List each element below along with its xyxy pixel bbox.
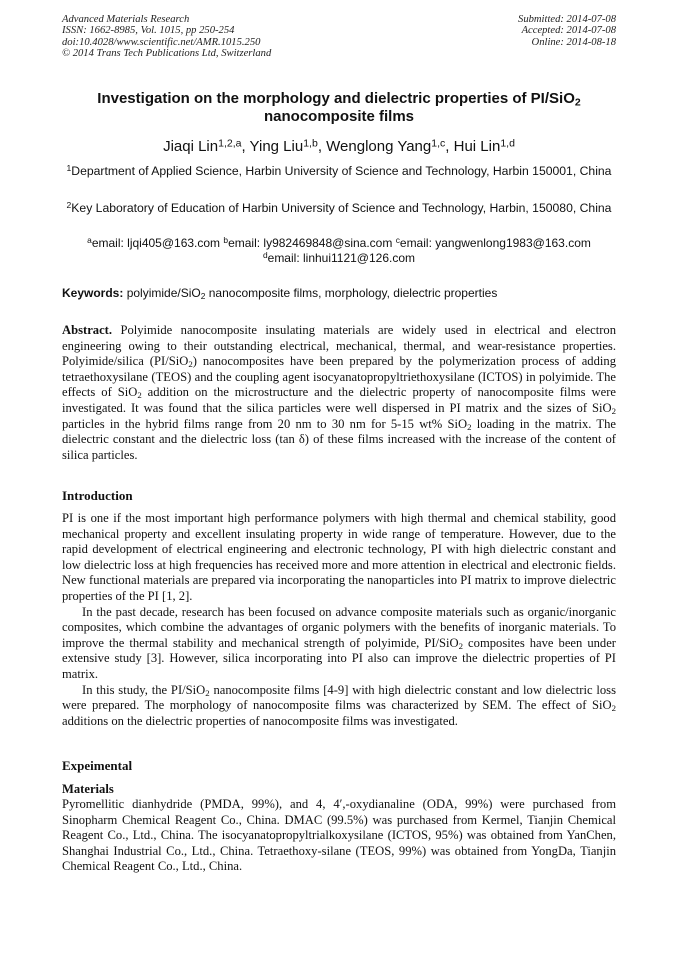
paragraph: In this study, the PI/SiO$_2$ nanocomposite films [4-9] with high dielectric constant and low dielectric loss were prepared. The morphology of nanocomposite films was characterized by SEM. The effect of SiO$_2$ additions on the dielectric properties of nanocomposite films was investigated. — [62, 682, 616, 728]
author: Jiaqi Lin$^{1,2,a}$, — [163, 137, 250, 155]
email-c[interactable]: email: yangwenlong1983@163.com — [399, 236, 591, 250]
abstract: Abstract. Polyimide nanocomposite insulating materials are widely used in electrical and electron engineering owing to their outstanding electrical, mechanical, thermal, and wear-resistance properties. Polyimide/silica (PI/SiO$_2$) nanocomposites have been prepared by the polymerization process of adding tetraethoxysilane (TEOS) and the coupling agent isocyanatopropyltriethoxysilane (ICTOS) in polyimide. The effects of SiO$_2$ addition on the microstructure and the dielectric property of nanocomposite films were investigated. It was found that the silica particles were well dispersed in PI matrix and the sizes of SiO$_2$ particles in the hybrid films range from 20 nm to 30 nm for 5-15 wt% SiO$_2$ loading in the matrix. The dielectric constant and the dielectric loss (tan δ) of these films increased with the increase of the content of silica particles. — [62, 323, 617, 462]
email-d[interactable]: email: linhui1121@126.com — [267, 251, 416, 265]
journal-name: Advanced Materials Research — [62, 14, 190, 25]
email-b[interactable]: email: ly982469848@sina.com — [228, 236, 393, 250]
author-emails: $^a$email: ljqi405@163.com $^b$email: ly982469848@sina.com $^c$email: yangwenlong1983@163.com $^d$email: linhui1121@126.com — [87, 235, 591, 265]
abstract-label: Abstract. — [62, 323, 113, 337]
introduction-body — [62, 511, 616, 729]
paper-title: Investigation on the morphology and dielectric properties of PI/SiO$_2$ nanocomposite films — [97, 90, 581, 125]
email-a[interactable]: email: ljqi405@163.com — [91, 236, 221, 250]
affiliation-2: $^2$Key Laboratory of Education of Harbin University of Science and Technology, Harbin, 150080, China — [66, 200, 612, 215]
online-date: Online: 2014-08-18 — [531, 36, 616, 48]
submitted-date: Submitted: 2014-07-08 — [518, 14, 616, 25]
materials-body: Pyromellitic dianhydride (PMDA, 99%), and 4, 4′,-oxydianaline (ODA, 99%) were purchased from Sinopharm Chemical Reagent Co., China. DMAC (99.5%) was purchased from Kermel, Tianjin Chemical Reagent Co., Ltd., China. The isocyanatopropyltrialkoxysilane (ICTOS, 95%) was obtained from YanChen, Shanghai Industrial Co., Ltd., China. Tetraethoxy-silane (TEOS, 99%) was obtained from YongDa, Tianjin Chemical Reagent Co., Ltd., China. — [62, 797, 616, 874]
author: Wenglong Yang$^{1,c}$, — [326, 137, 454, 155]
journal-issn: ISSN: 1662-8985, Vol. 1015, pp 250-254 — [62, 25, 235, 37]
publication-dates — [416, 14, 616, 48]
author: Ying Liu$^{1,b}$, — [249, 137, 327, 155]
keywords: Keywords: polyimide/SiO$_2$ nanocomposite films, morphology, dielectric properties — [62, 286, 498, 302]
accepted-date: Accepted: 2014-07-08 — [521, 25, 616, 37]
paragraph: In the past decade, research has been focused on advance composite materials such as organic/inorganic composites, which combine the advantages of organic polymers with the benefits of inorganic materials. To improve the thermal stability and mechanical strength of polyimide, PI/SiO$_2$ composites have been under extensive study [3]. However, silica incorporating into PI also can improve the dielectric properties of PI matrix. — [62, 604, 616, 681]
paragraph: PI is one if the most important high performance polymers with high thermal and chemical stability, good mechanical property and excellent insulating property in wide range of temperature. However, due to the rapid development of electrical engineering and electronic technology, PI with high dielectric constant and low dielectric loss at high frequencies has received more and more attention in electrical and electronic fields. New functional materials are prepared via incorporating the nanoparticles into PI matrix to improve dielectric properties of the PI [1, 2]. — [62, 511, 616, 603]
materials-subheading: Materials — [62, 782, 114, 796]
journal-doi[interactable]: doi:10.4028/www.scientific.net/AMR.1015.250 — [62, 36, 261, 48]
affiliation-1: $^1$Department of Applied Science, Harbin University of Science and Technology, Harbin 150001, China — [66, 163, 612, 178]
journal-info — [62, 14, 392, 60]
author-list — [62, 138, 616, 156]
author: Hui Lin$^{1,d}$ — [453, 137, 515, 155]
introduction-heading: Introduction — [62, 488, 133, 503]
experimental-heading: Expeimental — [62, 758, 133, 773]
journal-copyright: © 2014 Trans Tech Publications Ltd, Switzerland — [62, 48, 272, 60]
keywords-label: Keywords: — [62, 286, 124, 300]
